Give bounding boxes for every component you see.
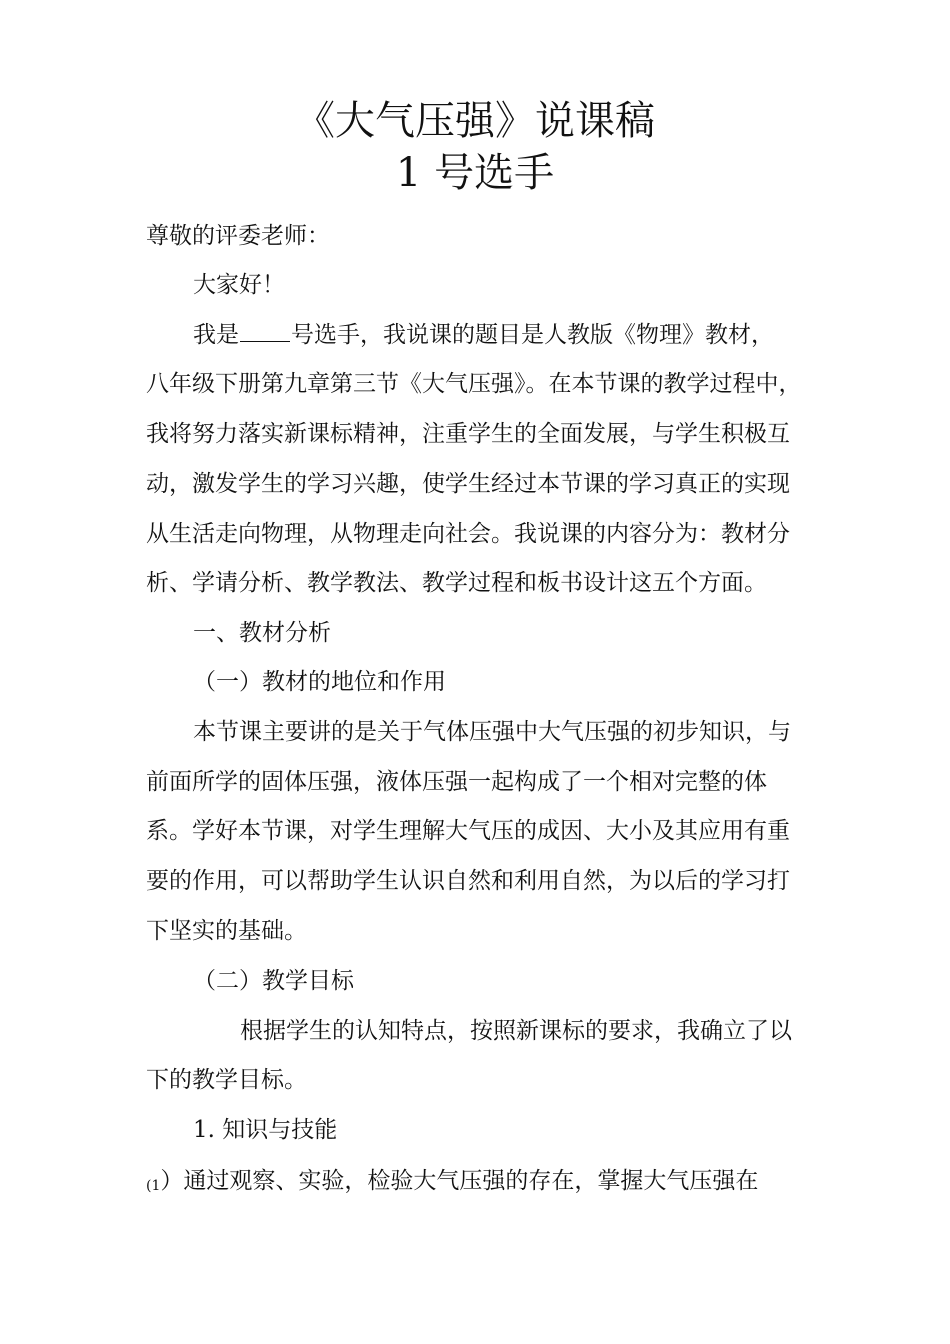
intro-line-2: 八年级下册第九章第三节《大气压强》。在本节课的教学过程中， <box>146 371 802 397</box>
para2-line-2: 前面所学的固体压强，液体压强一起构成了一个相对完整的体 <box>146 769 767 795</box>
player-number-blank <box>240 321 290 342</box>
intro-line-3: 我将努力落实新课标精神，注重学生的全面发展，与学生积极互 <box>146 421 790 447</box>
subsection-heading-2: （二）教学目标 <box>193 968 354 994</box>
item-heading-1: 1. 知识与技能 <box>193 1117 338 1143</box>
intro-line-1 <box>193 320 774 350</box>
item-1-1-text: ）通过观察、实验，检验大气压强的存在，掌握大气压强在 <box>160 1168 759 1194</box>
intro-line-5: 从生活走向物理，从物理走向社会。我说课的内容分为：教材分 <box>146 521 790 547</box>
para3-line-1: 根据学生的认知特点，按照新课标的要求，我确立了以 <box>240 1018 792 1044</box>
para3-line-2: 下的教学目标。 <box>146 1067 307 1093</box>
item-1-1 <box>146 1166 758 1201</box>
document-title: 《大气压强》说课稿 <box>295 98 655 144</box>
document-subtitle: 1 号选手 <box>395 150 555 196</box>
intro-line-1-pre: 我是 <box>193 322 239 348</box>
subsection-heading-1: （一）教材的地位和作用 <box>193 669 446 695</box>
item-1-1-number: (1 <box>146 1178 161 1194</box>
intro-line-6: 析、学请分析、教学教法、教学过程和板书设计这五个方面。 <box>146 570 767 596</box>
intro-line-4: 动，激发学生的学习兴趣，使学生经过本节课的学习真正的实现 <box>146 471 790 497</box>
intro-line-1-post: 号选手，我说课的题目是人教版《物理》教材， <box>291 322 774 348</box>
para2-line-4: 要的作用，可以帮助学生认识自然和利用自然，为以后的学习打 <box>146 868 790 894</box>
para2-line-3: 系。学好本节课，对学生理解大气压的成因、大小及其应用有重 <box>146 818 790 844</box>
para2-line-5: 下坚实的基础。 <box>146 918 307 944</box>
para2-line-1: 本节课主要讲的是关于气体压强中大气压强的初步知识，与 <box>193 719 791 745</box>
section-heading-1: 一、教材分析 <box>193 620 331 646</box>
greeting: 大家好！ <box>193 272 285 298</box>
salutation: 尊敬的评委老师： <box>146 223 330 249</box>
